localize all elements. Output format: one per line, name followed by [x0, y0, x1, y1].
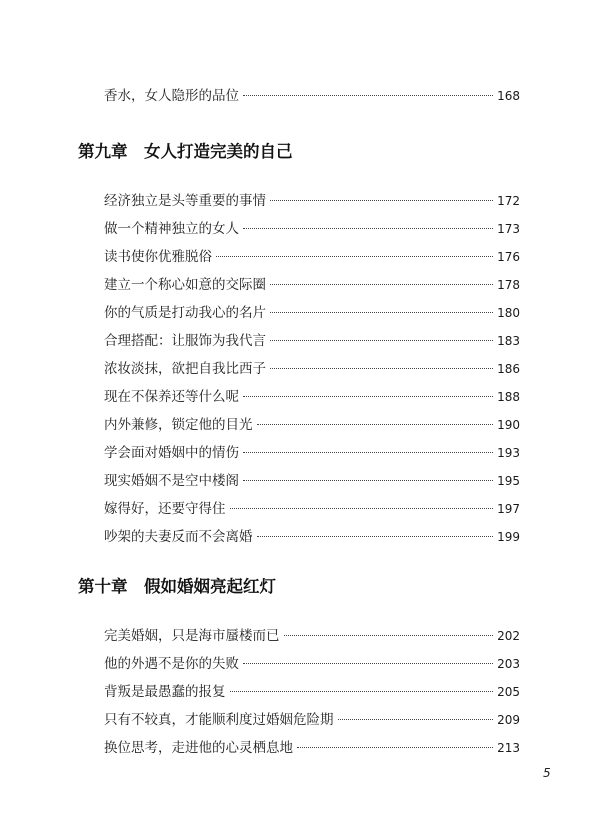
toc-entry[interactable] [104, 624, 520, 646]
dot-leader [230, 691, 494, 692]
dot-leader [243, 396, 493, 397]
toc-entry[interactable] [104, 708, 520, 730]
page-number: 5 [543, 766, 551, 780]
toc-entry[interactable] [104, 357, 520, 379]
toc-entry-page: 178 [497, 278, 520, 292]
toc-entry[interactable] [104, 525, 520, 547]
toc-entry-title: 香水，女人隐形的品位 [104, 88, 239, 104]
toc-entry-page: 199 [497, 530, 520, 544]
toc-entry-title: 合理搭配：让服饰为我代言 [104, 333, 266, 349]
toc-entry[interactable] [104, 273, 520, 295]
toc-entry-title: 换位思考，走进他的心灵栖息地 [104, 740, 293, 756]
toc-entry-page: 209 [497, 713, 520, 727]
dot-leader [216, 256, 493, 257]
dot-leader [270, 284, 493, 285]
dot-leader [270, 200, 493, 201]
toc-entry-page: 213 [497, 741, 520, 755]
toc-entry[interactable] [104, 329, 520, 351]
toc-entry[interactable] [104, 680, 520, 702]
toc-entry-page: 205 [497, 685, 520, 699]
toc-entry-page: 173 [497, 222, 520, 236]
chapter-heading: 第九章 女人打造完美的自己 [78, 142, 293, 161]
toc-entry-title: 你的气质是打动我心的名片 [104, 305, 266, 321]
toc-entry[interactable] [104, 217, 520, 239]
toc-entry[interactable] [104, 301, 520, 323]
toc-entry-page: 176 [497, 250, 520, 264]
toc-entry[interactable] [104, 652, 520, 674]
dot-leader [284, 635, 494, 636]
toc-entry-title: 完美婚姻，只是海市蜃楼而已 [104, 628, 280, 644]
toc-entry-title: 嫁得好，还要守得住 [104, 501, 226, 517]
toc-entry-page: 183 [497, 334, 520, 348]
toc-entry-page: 202 [497, 629, 520, 643]
dot-leader [243, 452, 493, 453]
toc-entry-page: 203 [497, 657, 520, 671]
toc-entry-page: 193 [497, 446, 520, 460]
toc-entry[interactable] [104, 84, 520, 106]
toc-entry-title: 他的外遇不是你的失败 [104, 656, 239, 672]
toc-entry-title: 背叛是最愚蠢的报复 [104, 684, 226, 700]
dot-leader [243, 663, 493, 664]
toc-entry-page: 188 [497, 390, 520, 404]
dot-leader [297, 747, 493, 748]
toc-entry[interactable] [104, 385, 520, 407]
toc-entry-title: 现在不保养还等什么呢 [104, 389, 239, 405]
toc-entry-title: 做一个精神独立的女人 [104, 221, 239, 237]
dot-leader [243, 228, 493, 229]
dot-leader [257, 424, 494, 425]
toc-entry-title: 现实婚姻不是空中楼阁 [104, 473, 239, 489]
dot-leader [270, 340, 493, 341]
toc-entry-page: 190 [497, 418, 520, 432]
dot-leader [243, 480, 493, 481]
toc-entry[interactable] [104, 469, 520, 491]
toc-entry-title: 建立一个称心如意的交际圈 [104, 277, 266, 293]
toc-entry-title: 吵架的夫妻反而不会离婚 [104, 529, 253, 545]
chapter-heading: 第十章 假如婚姻亮起红灯 [78, 577, 276, 596]
toc-entry-title: 经济独立是头等重要的事情 [104, 193, 266, 209]
toc-entry-title: 读书使你优雅脱俗 [104, 249, 212, 265]
dot-leader [270, 312, 493, 313]
toc-entry-title: 只有不较真，才能顺利度过婚姻危险期 [104, 712, 334, 728]
toc-entry-title: 学会面对婚姻中的情伤 [104, 445, 239, 461]
dot-leader [230, 508, 494, 509]
dot-leader [270, 368, 493, 369]
toc-entry-page: 195 [497, 474, 520, 488]
dot-leader [243, 95, 493, 96]
toc-entry-page: 172 [497, 194, 520, 208]
toc-entry-title: 浓妆淡抹，欲把自我比西子 [104, 361, 266, 377]
toc-entry[interactable] [104, 189, 520, 211]
dot-leader [338, 719, 494, 720]
toc-entry[interactable] [104, 736, 520, 758]
toc-entry[interactable] [104, 413, 520, 435]
dot-leader [257, 536, 494, 537]
toc-entry-page: 197 [497, 502, 520, 516]
toc-entry-page: 180 [497, 306, 520, 320]
toc-entry[interactable] [104, 441, 520, 463]
toc-entry[interactable] [104, 245, 520, 267]
toc-entry-title: 内外兼修，锁定他的目光 [104, 417, 253, 433]
toc-entry-page: 168 [497, 89, 520, 103]
toc-entry-page: 186 [497, 362, 520, 376]
toc-entry[interactable] [104, 497, 520, 519]
